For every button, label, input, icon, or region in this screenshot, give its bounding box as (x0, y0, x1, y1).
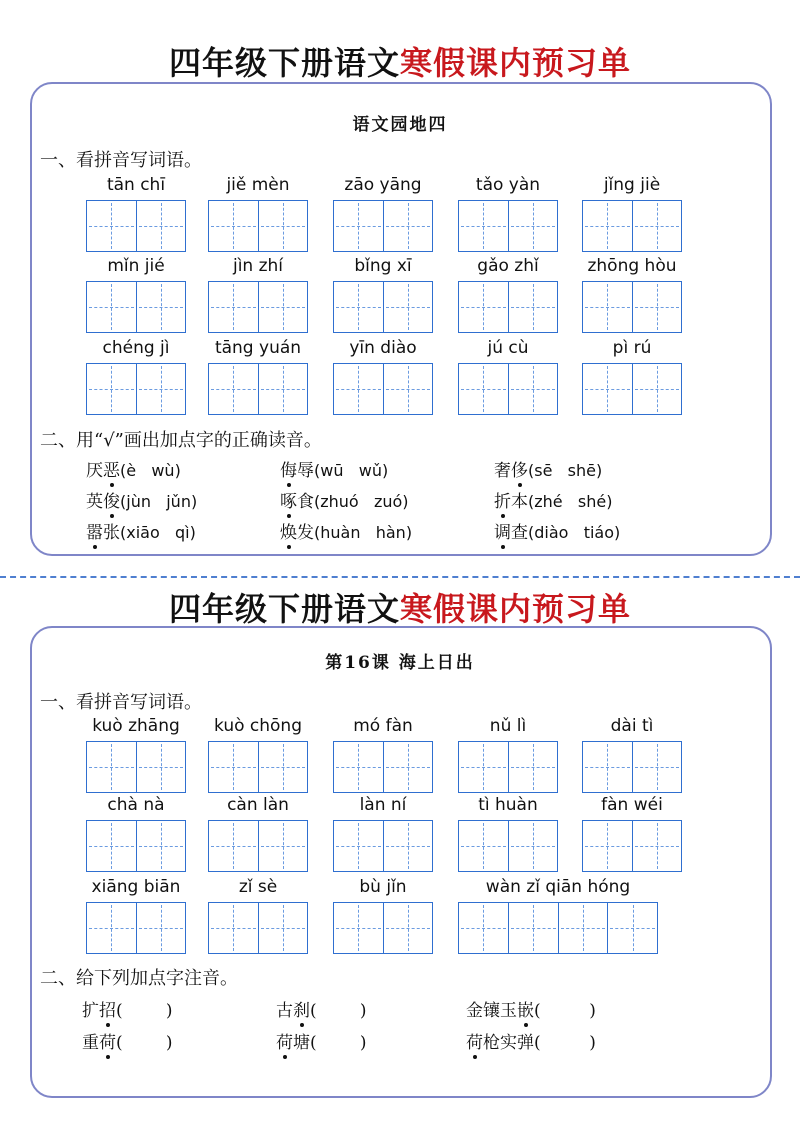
pinyin-answer-box[interactable] (333, 363, 433, 415)
writing-cell[interactable] (209, 821, 259, 871)
pinyin-label: fàn wéi (601, 795, 663, 815)
pinyin-answer-box[interactable] (208, 200, 308, 252)
pronunciation-options[interactable]: (jùn jǔn) (120, 492, 198, 511)
page1-title (0, 38, 800, 84)
writing-cell[interactable] (137, 201, 186, 251)
writing-cell[interactable] (509, 742, 558, 792)
writing-cell[interactable] (259, 903, 308, 953)
writing-cell[interactable] (334, 742, 384, 792)
pinyin-answer-box[interactable] (86, 820, 186, 872)
writing-cell[interactable] (633, 282, 682, 332)
fill-item[interactable] (466, 996, 596, 1021)
pinyin-answer-box[interactable] (86, 902, 186, 954)
pinyin-answer-box[interactable] (86, 741, 186, 793)
writing-cell[interactable] (509, 282, 558, 332)
page1-title-black: 四年级下册语文 (168, 44, 400, 82)
pronunciation-options[interactable]: (diào tiáo) (528, 523, 621, 542)
pinyin-answer-box[interactable] (458, 902, 658, 954)
pinyin-answer-box[interactable] (333, 820, 433, 872)
dotted-character: 荷 (99, 1028, 116, 1053)
pinyin-label: yīn diào (349, 338, 417, 358)
page2-title (0, 584, 800, 630)
pronunciation-options[interactable]: (xiāo qì) (120, 523, 196, 542)
writing-cell[interactable] (633, 201, 682, 251)
choice-item[interactable] (494, 518, 620, 543)
pronunciation-options[interactable]: (è wù) (120, 461, 181, 480)
pinyin-answer-box[interactable] (208, 281, 308, 333)
pinyin-answer-box[interactable] (333, 281, 433, 333)
choice-item[interactable] (86, 518, 196, 543)
fill-word-part: 古 (276, 1001, 293, 1021)
fill-item[interactable] (82, 1028, 173, 1053)
writing-cell[interactable] (583, 201, 633, 251)
writing-cell[interactable] (209, 903, 259, 953)
writing-cell[interactable] (633, 364, 682, 414)
page1-title-red: 寒假课内预习单 (400, 44, 632, 82)
writing-cell[interactable] (209, 742, 259, 792)
writing-cell[interactable] (137, 364, 186, 414)
fill-word-part: 塘 (293, 1033, 310, 1053)
pinyin-label: mó fàn (353, 716, 413, 736)
fill-item[interactable] (276, 996, 367, 1021)
writing-cell[interactable] (384, 903, 433, 953)
pinyin-label: chà nà (107, 795, 165, 815)
writing-cell[interactable] (87, 821, 137, 871)
pinyin-answer-box[interactable] (208, 363, 308, 415)
writing-cell[interactable] (459, 201, 509, 251)
dotted-character: 折 (494, 487, 511, 512)
pinyin-label: xiāng biān (91, 877, 181, 897)
writing-cell[interactable] (334, 282, 384, 332)
choice-word-part: 厌 (86, 461, 103, 481)
pronunciation-options[interactable]: (zhuó zuó) (314, 492, 409, 511)
pinyin-answer-box[interactable] (582, 363, 682, 415)
fill-item[interactable] (276, 1028, 367, 1053)
choice-word-part: 张 (103, 523, 120, 543)
writing-cell[interactable] (583, 821, 633, 871)
writing-cell[interactable] (87, 364, 137, 414)
page2-title-red: 寒假课内预习单 (400, 590, 632, 628)
pinyin-answer-box[interactable] (582, 200, 682, 252)
pronunciation-options[interactable]: (zhé shé) (528, 492, 613, 511)
writing-cell[interactable] (509, 821, 558, 871)
pinyin-answer-box[interactable] (86, 363, 186, 415)
dotted-character: 嵌 (517, 996, 534, 1021)
dotted-character: 俊 (103, 487, 120, 512)
answer-blank[interactable]: ( ) (310, 1033, 367, 1053)
writing-cell[interactable] (259, 201, 308, 251)
writing-cell[interactable] (384, 364, 433, 414)
writing-cell[interactable] (608, 903, 657, 953)
dotted-character: 侮 (280, 456, 297, 481)
pinyin-answer-box[interactable] (582, 741, 682, 793)
choice-item[interactable] (280, 518, 412, 543)
answer-blank[interactable]: ( ) (116, 1033, 173, 1053)
pinyin-answer-box[interactable] (458, 820, 558, 872)
writing-cell[interactable] (87, 282, 137, 332)
pinyin-answer-box[interactable] (208, 820, 308, 872)
choice-word-part: 发 (297, 523, 314, 543)
answer-blank[interactable]: ( ) (534, 1033, 596, 1053)
pinyin-label: tì huàn (478, 795, 538, 815)
pinyin-label: tāng yuán (214, 338, 302, 358)
pinyin-label: làn ní (359, 795, 407, 815)
pronunciation-options[interactable]: (huàn hàn) (314, 523, 413, 542)
pinyin-answer-box[interactable] (86, 200, 186, 252)
page-divider (0, 576, 800, 578)
pinyin-answer-box[interactable] (458, 281, 558, 333)
page1-section1-heading: 一、看拼音写词语。 (40, 150, 202, 171)
writing-cell[interactable] (384, 282, 433, 332)
dotted-character: 恶 (103, 456, 120, 481)
dotted-character: 啄 (280, 487, 297, 512)
dotted-character: 调 (494, 518, 511, 543)
pinyin-label: jìn zhí (232, 256, 284, 276)
fill-word-part: 扩 (82, 1001, 99, 1021)
pinyin-label: jǐng jiè (603, 175, 661, 195)
writing-cell[interactable] (384, 821, 433, 871)
fill-word-part: 枪实弹 (483, 1033, 534, 1053)
writing-cell[interactable] (334, 201, 384, 251)
fill-word-part: 金镶玉 (466, 1001, 517, 1021)
page2-section1-heading: 一、看拼音写词语。 (40, 692, 202, 713)
dotted-character: 嚣 (86, 518, 103, 543)
fill-word-part: 重 (82, 1033, 99, 1053)
writing-cell[interactable] (87, 903, 137, 953)
page1-lesson-title: 语文园地四 (352, 115, 448, 135)
pinyin-answer-box[interactable] (86, 281, 186, 333)
writing-cell[interactable] (259, 364, 308, 414)
writing-cell[interactable] (87, 742, 137, 792)
writing-cell[interactable] (633, 742, 682, 792)
dotted-character: 荷 (276, 1028, 293, 1053)
pinyin-label: jú cù (487, 338, 529, 358)
page2-section2-heading: 二、给下列加点字注音。 (40, 968, 238, 989)
writing-cell[interactable] (559, 903, 609, 953)
answer-blank[interactable]: ( ) (310, 1001, 367, 1021)
writing-cell[interactable] (633, 821, 682, 871)
choice-item[interactable] (494, 456, 602, 481)
pronunciation-options[interactable]: (wū wǔ) (314, 461, 389, 480)
writing-cell[interactable] (137, 903, 186, 953)
pinyin-label: kuò zhāng (92, 716, 180, 736)
dotted-character: 侈 (511, 456, 528, 481)
choice-word-part: 查 (511, 523, 528, 543)
pinyin-answer-box[interactable] (582, 281, 682, 333)
writing-cell[interactable] (137, 282, 186, 332)
pinyin-answer-box[interactable] (208, 741, 308, 793)
pinyin-answer-box[interactable] (333, 741, 433, 793)
page2-lesson-title: 第16课 海上日出 (325, 653, 475, 673)
writing-cell[interactable] (459, 364, 509, 414)
pinyin-label: zǐ sè (238, 877, 278, 897)
writing-cell[interactable] (259, 282, 308, 332)
choice-item[interactable] (86, 456, 181, 481)
pinyin-label: tān chī (106, 175, 166, 195)
writing-cell[interactable] (259, 821, 308, 871)
fill-item[interactable] (82, 996, 173, 1021)
writing-cell[interactable] (583, 282, 633, 332)
pinyin-answer-box[interactable] (208, 902, 308, 954)
choice-item[interactable] (86, 487, 197, 512)
pinyin-label: bù jǐn (359, 877, 407, 897)
writing-cell[interactable] (384, 201, 433, 251)
choice-word-part: 食 (297, 492, 314, 512)
writing-cell[interactable] (334, 903, 384, 953)
pinyin-label: càn làn (227, 795, 289, 815)
pinyin-label: mǐn jié (107, 256, 165, 276)
pinyin-label: zāo yāng (344, 175, 422, 195)
pinyin-label: zhōng hòu (587, 256, 677, 276)
pinyin-answer-box[interactable] (333, 200, 433, 252)
page2-title-black: 四年级下册语文 (168, 590, 400, 628)
writing-cell[interactable] (583, 364, 633, 414)
writing-cell[interactable] (334, 364, 384, 414)
writing-cell[interactable] (459, 821, 509, 871)
pinyin-answer-box[interactable] (333, 902, 433, 954)
pinyin-label: tǎo yàn (475, 175, 541, 195)
writing-cell[interactable] (459, 282, 509, 332)
pinyin-answer-box[interactable] (458, 363, 558, 415)
choice-word-part: 英 (86, 492, 103, 512)
pinyin-label: dài tì (610, 716, 654, 736)
writing-cell[interactable] (459, 903, 509, 953)
writing-cell[interactable] (459, 742, 509, 792)
pinyin-label: chéng jì (102, 338, 170, 358)
writing-cell[interactable] (137, 742, 186, 792)
writing-cell[interactable] (509, 201, 558, 251)
writing-cell[interactable] (384, 742, 433, 792)
writing-cell[interactable] (334, 821, 384, 871)
writing-cell[interactable] (259, 742, 308, 792)
dotted-character: 荷 (466, 1028, 483, 1053)
pronunciation-options[interactable]: (sē shē) (528, 461, 603, 480)
pinyin-label: wàn zǐ qiān hóng (485, 877, 631, 897)
pinyin-answer-box[interactable] (458, 741, 558, 793)
answer-blank[interactable]: ( ) (534, 1001, 596, 1021)
choice-word-part: 本 (511, 492, 528, 512)
pinyin-label: kuò chōng (214, 716, 302, 736)
writing-cell[interactable] (209, 364, 259, 414)
dotted-character: 招 (99, 996, 116, 1021)
choice-item[interactable] (280, 456, 388, 481)
pinyin-label: gǎo zhǐ (477, 256, 539, 276)
writing-cell[interactable] (209, 282, 259, 332)
writing-cell[interactable] (509, 903, 559, 953)
choice-word-part: 辱 (297, 461, 314, 481)
pinyin-answer-box[interactable] (458, 200, 558, 252)
pinyin-label: pì rú (612, 338, 652, 358)
dotted-character: 焕 (280, 518, 297, 543)
dotted-character: 刹 (293, 996, 310, 1021)
page1-section2-heading: 二、用“√”画出加点字的正确读音。 (40, 430, 322, 451)
writing-cell[interactable] (137, 821, 186, 871)
choice-item[interactable] (494, 487, 612, 512)
pinyin-label: jiě mèn (226, 175, 290, 195)
writing-cell[interactable] (509, 364, 558, 414)
answer-blank[interactable]: ( ) (116, 1001, 173, 1021)
pinyin-label: bǐng xī (354, 256, 412, 276)
choice-item[interactable] (280, 487, 409, 512)
writing-cell[interactable] (583, 742, 633, 792)
writing-cell[interactable] (209, 201, 259, 251)
pinyin-label: nǔ lì (489, 716, 527, 736)
writing-cell[interactable] (87, 201, 137, 251)
pinyin-answer-box[interactable] (582, 820, 682, 872)
choice-word-part: 奢 (494, 461, 511, 481)
fill-item[interactable] (466, 1028, 596, 1053)
